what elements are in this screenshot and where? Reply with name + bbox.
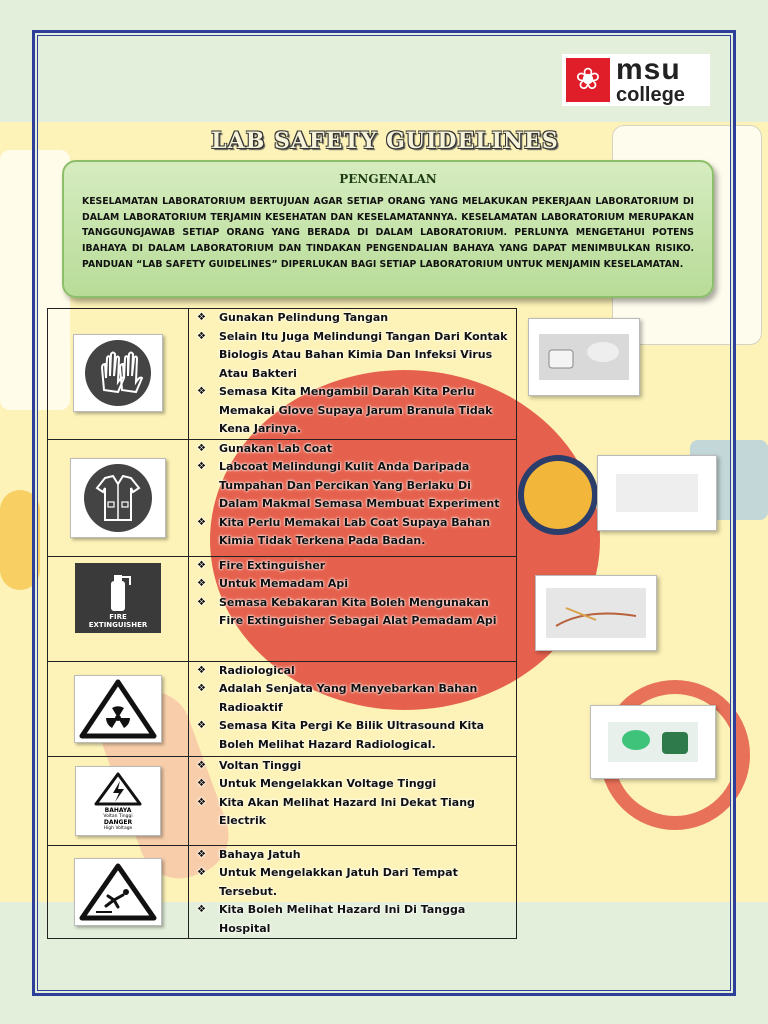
high-voltage-icon: [75, 766, 161, 836]
intro-heading: PENGENALAN: [339, 172, 437, 186]
fire-extinguisher-icon: [75, 563, 161, 633]
fire-extinguisher-photo: [535, 575, 657, 651]
msu-college-logo: [562, 54, 710, 106]
list-item: ❖ Kita Perlu Memakai Lab Coat Supaya Bahan Kimia Tidak Terkena Pada Badan.: [219, 514, 512, 551]
danger-label-english-sub: High Voltage: [103, 825, 133, 831]
table-row: [48, 845, 517, 939]
lab-coat-icon: [70, 458, 166, 538]
guidelines-table: [47, 308, 517, 939]
list-item: ❖ Semasa Kebakaran Kita Boleh Mengunakan Fire Extinguisher Sebagai Alat Pemadam Api: [219, 594, 512, 631]
falling-hazard-icon: [74, 858, 162, 926]
glove-holding-vial-photo: [528, 318, 640, 396]
list-item: ❖ Kita Akan Melihat Hazard Ini Dekat Tiang Electrik: [219, 794, 512, 831]
list-item: ❖ Radiological: [219, 662, 512, 681]
danger-label-english: DANGER: [103, 818, 133, 826]
flower-icon: ❀: [566, 58, 610, 102]
ultrasound-photo: [590, 705, 716, 779]
page-title: LAB SAFETY GUIDELINES: [211, 128, 559, 154]
table-row: [48, 439, 517, 556]
table-row: [48, 756, 517, 845]
list-item: ❖ Semasa Kita Mengambil Darah Kita Perlu Memakai Glove Supaya Jarum Branula Tidak Kena Jarinya.: [219, 383, 512, 439]
table-row: [48, 309, 517, 440]
list-item: ❖ Semasa Kita Pergi Ke Bilik Ultrasound Kita Boleh Melihat Hazard Radiological.: [219, 717, 512, 754]
list-item: ❖ Voltan Tinggi: [219, 757, 512, 776]
list-item: ❖ Untuk Mengelakkan Voltage Tinggi: [219, 775, 512, 794]
logo-brand: msu: [616, 53, 681, 86]
table-row: [48, 661, 517, 756]
intro-body: KESELAMATAN LABORATORIUM BERTUJUAN AGAR SETIAP ORANG YANG MELAKUKAN PEKERJAAN LABORATORIUM DI DALAM LABORATORIUM TERJAMIN KESEHATAN DAN KESELAMATANNYA. KESELAMATAN LABORATORIUM MERUPAKAN TANGGUNGJAWAB SETIAP ORANG YANG BERADA DI DALAM LABORATORIUM. PERLUNYA MENGETAHUI POTENS IBAHAYA DI DALAM LABORATORIUM DAN TINDAKAN PENGENDALIAN BAHAYA YANG DAPAT MENIMBULKAN RISIKO. PANDUAN “LAB SAFETY GUIDELINES” DIPERLUKAN BAGI SETIAP LABORATORIUM UNTUK MENJAMIN KESELAMATAN.: [82, 196, 694, 270]
list-item: ❖ Selain Itu Juga Melindungi Tangan Dari Kontak Biologis Atau Bahan Kimia Dan Infeksi Virus Atau Bakteri: [219, 328, 512, 384]
list-item: ❖ Untuk Mengelakkan Jatuh Dari Tempat Tersebut.: [219, 864, 512, 901]
table-row: [48, 556, 517, 661]
list-item: ❖ Untuk Memadam Api: [219, 575, 512, 594]
danger-label-malay: BAHAYA: [104, 806, 132, 814]
fire-extinguisher-label: FIRE EXTINGUISHER: [88, 612, 148, 629]
lab-coat-photo: [597, 455, 717, 531]
logo-sub: college: [616, 84, 685, 106]
danger-label-malay-sub: Voltan Tinggi: [103, 813, 133, 819]
intro-box: [62, 160, 714, 298]
list-item: ❖ Fire Extinguisher: [219, 557, 512, 576]
gloves-icon: [73, 334, 163, 412]
list-item: ❖ Labcoat Melindungi Kulit Anda Daripada Tumpahan Dan Percikan Yang Berlaku Di Dalam Makmal Semasa Membuat Experiment: [219, 458, 512, 514]
list-item: ❖ Bahaya Jatuh: [219, 846, 512, 865]
list-item: ❖ Gunakan Pelindung Tangan: [219, 309, 512, 328]
list-item: ❖ Gunakan Lab Coat: [219, 440, 512, 459]
radiation-warning-icon: [74, 675, 162, 743]
list-item: ❖ Adalah Senjata Yang Menyebarkan Bahan Radioaktif: [219, 680, 512, 717]
list-item: ❖ Kita Boleh Melihat Hazard Ini Di Tangga Hospital: [219, 901, 512, 938]
